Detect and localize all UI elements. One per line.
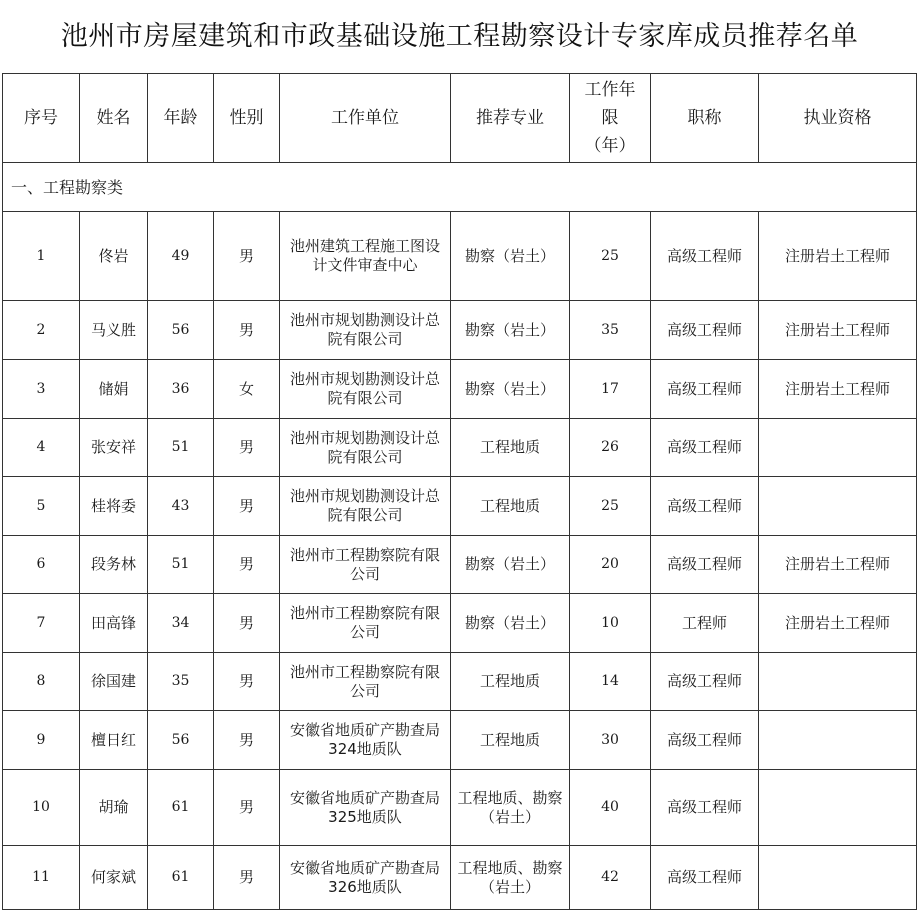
cell-name: 张安祥 [80,419,148,477]
cell-seq: 4 [3,419,80,477]
cell-name: 田高锋 [80,594,148,653]
cell-name: 马义胜 [80,301,148,360]
cell-name: 胡瑜 [80,770,148,846]
cell-specialty: 工程地质 [451,419,570,477]
table-row [3,536,917,594]
header-row [3,74,917,163]
cell-age: 56 [148,711,214,770]
expert-table [2,73,917,910]
header-name: 姓名 [80,74,148,163]
cell-gender: 男 [214,419,280,477]
cell-age: 51 [148,536,214,594]
cell-specialty: 勘察（岩土） [451,301,570,360]
cell-title: 高级工程师 [651,212,759,301]
table-row [3,594,917,653]
cell-qualification [759,477,917,536]
cell-employer: 池州市规划勘测设计总院有限公司 [280,477,451,536]
cell-gender: 男 [214,301,280,360]
cell-employer: 安徽省地质矿产勘查局326地质队 [280,846,451,910]
cell-specialty: 工程地质 [451,653,570,711]
cell-age: 34 [148,594,214,653]
cell-employer: 池州市工程勘察院有限公司 [280,536,451,594]
cell-title: 高级工程师 [651,419,759,477]
cell-years: 14 [570,653,651,711]
page-title: 池州市房屋建筑和市政基础设施工程勘察设计专家库成员推荐名单 [60,21,859,52]
cell-qualification: 注册岩土工程师 [759,536,917,594]
table-row [3,846,917,910]
cell-gender: 男 [214,212,280,301]
cell-seq: 9 [3,711,80,770]
cell-name: 徐国建 [80,653,148,711]
cell-employer: 池州市工程勘察院有限公司 [280,653,451,711]
cell-employer: 安徽省地质矿产勘查局324地质队 [280,711,451,770]
header-years-line2: 限 [601,108,619,128]
cell-gender: 男 [214,594,280,653]
cell-seq: 8 [3,653,80,711]
cell-years: 40 [570,770,651,846]
cell-employer: 池州市工程勘察院有限公司 [280,594,451,653]
cell-title: 高级工程师 [651,770,759,846]
cell-specialty: 工程地质、勘察（岩土） [451,770,570,846]
cell-qualification [759,419,917,477]
table-row [3,301,917,360]
cell-gender: 男 [214,770,280,846]
section-label: 一、工程勘察类 [3,163,917,212]
header-qualification: 执业资格 [759,74,917,163]
table-row [3,360,917,419]
cell-title: 高级工程师 [651,301,759,360]
cell-age: 36 [148,360,214,419]
cell-age: 49 [148,212,214,301]
header-employer: 工作单位 [280,74,451,163]
cell-specialty: 工程地质、勘察（岩土） [451,846,570,910]
cell-specialty: 勘察（岩土） [451,360,570,419]
table-row [3,212,917,301]
cell-title: 高级工程师 [651,477,759,536]
cell-qualification: 注册岩土工程师 [759,360,917,419]
cell-title: 高级工程师 [651,711,759,770]
cell-seq: 11 [3,846,80,910]
cell-seq: 1 [3,212,80,301]
header-years-line1: 工作年 [584,80,636,100]
header-title: 职称 [651,74,759,163]
cell-seq: 2 [3,301,80,360]
cell-title: 工程师 [651,594,759,653]
header-years [570,74,651,163]
cell-name: 段务林 [80,536,148,594]
cell-years: 25 [570,212,651,301]
cell-years: 35 [570,301,651,360]
cell-age: 56 [148,301,214,360]
cell-name: 桂将委 [80,477,148,536]
table-row [3,477,917,536]
cell-specialty: 勘察（岩土） [451,594,570,653]
cell-age: 51 [148,419,214,477]
cell-age: 43 [148,477,214,536]
cell-name: 储娟 [80,360,148,419]
cell-title: 高级工程师 [651,846,759,910]
cell-qualification [759,770,917,846]
table-row [3,711,917,770]
cell-seq: 10 [3,770,80,846]
header-specialty: 推荐专业 [451,74,570,163]
cell-title: 高级工程师 [651,653,759,711]
cell-gender: 男 [214,711,280,770]
table-row [3,653,917,711]
cell-gender: 女 [214,360,280,419]
header-gender: 性别 [214,74,280,163]
cell-seq: 3 [3,360,80,419]
cell-years: 17 [570,360,651,419]
table-row [3,419,917,477]
section-row [3,163,917,212]
cell-specialty: 勘察（岩土） [451,536,570,594]
cell-employer: 池州市规划勘测设计总院有限公司 [280,301,451,360]
cell-name: 檀日红 [80,711,148,770]
cell-age: 35 [148,653,214,711]
cell-age: 61 [148,770,214,846]
cell-employer: 安徽省地质矿产勘查局325地质队 [280,770,451,846]
cell-name: 佟岩 [80,212,148,301]
cell-gender: 男 [214,846,280,910]
cell-seq: 5 [3,477,80,536]
cell-title: 高级工程师 [651,536,759,594]
cell-employer: 池州市规划勘测设计总院有限公司 [280,360,451,419]
cell-employer: 池州市规划勘测设计总院有限公司 [280,419,451,477]
cell-years: 20 [570,536,651,594]
cell-years: 30 [570,711,651,770]
table-row [3,770,917,846]
cell-qualification [759,653,917,711]
header-years-line3: （年） [584,136,636,156]
cell-name: 何家斌 [80,846,148,910]
header-age: 年龄 [148,74,214,163]
cell-seq: 7 [3,594,80,653]
cell-specialty: 勘察（岩土） [451,212,570,301]
cell-age: 61 [148,846,214,910]
cell-gender: 男 [214,653,280,711]
cell-title: 高级工程师 [651,360,759,419]
cell-years: 42 [570,846,651,910]
cell-years: 25 [570,477,651,536]
cell-qualification [759,711,917,770]
cell-years: 10 [570,594,651,653]
cell-years: 26 [570,419,651,477]
cell-employer: 池州建筑工程施工图设计文件审查中心 [280,212,451,301]
cell-seq: 6 [3,536,80,594]
cell-specialty: 工程地质 [451,711,570,770]
cell-gender: 男 [214,536,280,594]
cell-qualification: 注册岩土工程师 [759,301,917,360]
cell-qualification: 注册岩土工程师 [759,212,917,301]
cell-qualification [759,846,917,910]
header-seq: 序号 [3,74,80,163]
cell-qualification: 注册岩土工程师 [759,594,917,653]
cell-gender: 男 [214,477,280,536]
cell-specialty: 工程地质 [451,477,570,536]
